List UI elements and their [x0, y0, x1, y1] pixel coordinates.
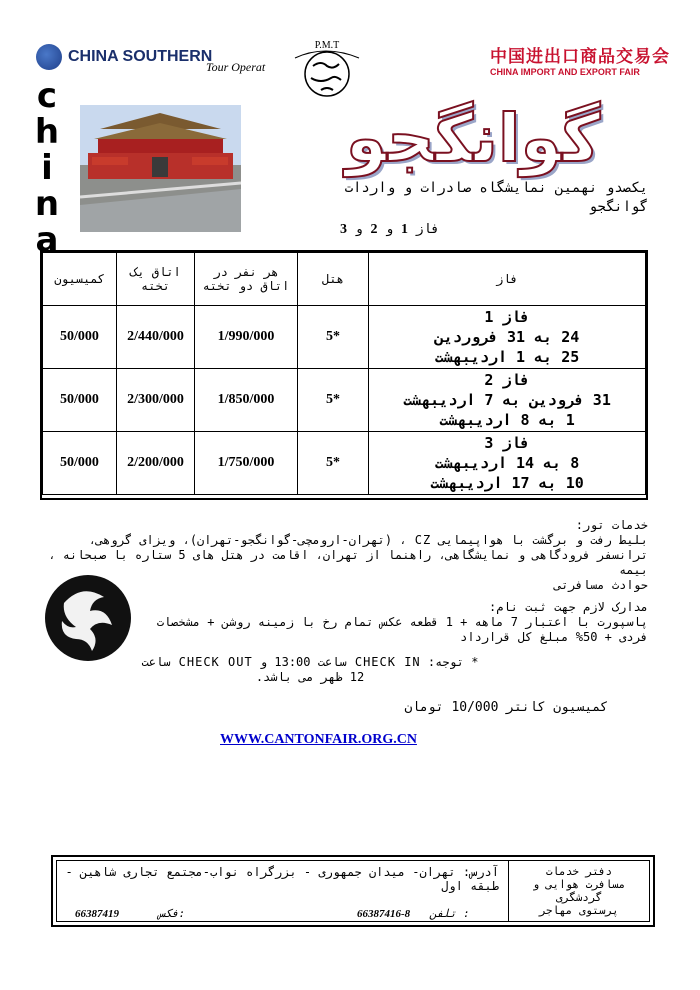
- table-row: [43, 306, 646, 369]
- letter-i: i: [41, 148, 53, 188]
- header-hotel: هتل: [298, 253, 369, 306]
- header-commission: کمیسیون: [43, 253, 117, 306]
- office-phone: 66387416-8 تلفن :: [357, 907, 470, 920]
- letter-a: a: [35, 220, 59, 260]
- letter-n: n: [34, 184, 60, 224]
- vertical-china-text: [30, 78, 64, 258]
- price-table: [40, 250, 648, 500]
- phase-dates-cell: فاز 3 8 به 14 اردیبهشت 10 به 17 اردیبهشت: [369, 432, 646, 495]
- fair-subtitle: یکصدو نهمین نمایشگاه صادرات و واردات: [344, 180, 648, 196]
- dragon-emblem-icon: [44, 573, 132, 663]
- footer-box: [51, 855, 655, 927]
- tour-operator-text: Tour Operat: [206, 60, 266, 74]
- office-fax: 66387419 فکس:: [75, 907, 186, 920]
- commission-cell: 50/000: [43, 306, 117, 369]
- documents-heading: مدارک لازم جهت ثبت نام:: [489, 600, 648, 614]
- single-price-cell: 2/300/000: [117, 369, 195, 432]
- hotel-stars-cell: 5*: [298, 306, 369, 369]
- header-phase: فاز: [369, 253, 646, 306]
- airline-name: CHINA SOUTHERN: [68, 48, 213, 65]
- pmt-globe-logo: [287, 38, 367, 100]
- fair-website-link[interactable]: WWW.CANTONFAIR.ORG.CN: [220, 732, 417, 747]
- double-price-cell: 1/990/000: [195, 306, 298, 369]
- services-line: بلیط رفت و برگشت با هواپیمایی CZ ، (تهران-ارومچی-گوانگجو-تهران)، ویزای گروهی،: [88, 533, 648, 547]
- table-row: [43, 432, 646, 495]
- services-block: [48, 518, 648, 593]
- china-southern-logo: [36, 44, 212, 70]
- documents-line: فردی + 50% مبلغ کل قرارداد: [460, 630, 648, 644]
- double-price-cell: 1/750/000: [195, 432, 298, 495]
- phases-line: فاز 1 و 2 و 3: [340, 222, 440, 237]
- commission-cell: 50/000: [43, 432, 117, 495]
- counter-commission: کمیسیون کانتر 10/000 تومان: [404, 700, 608, 715]
- double-price-cell: 1/850/000: [195, 369, 298, 432]
- table-header-row: [43, 253, 646, 306]
- tiananmen-photo: [80, 105, 241, 232]
- checkin-note: * توجه: CHECK IN ساعت 13:00 و CHECK OUT ساعت 12 ظهر می باشد.: [141, 655, 479, 684]
- phase-dates-cell: فاز 2 31 فرودین به 7 اردیبهشت 1 به 8 اردیبهشت: [369, 369, 646, 432]
- fair-subtitle-city: گوانگجو: [588, 199, 648, 215]
- header-double-room: هر نفر در اتاق دو تخته: [195, 253, 298, 306]
- services-heading: خدمات تور:: [575, 518, 648, 532]
- table-row: [43, 369, 646, 432]
- letter-c: c: [36, 76, 58, 116]
- documents-line: پاسپورت با اعتبار 7 ماهه + 1 قطعه عکس تمام رخ با زمینه روشن + مشخصات: [156, 615, 648, 629]
- office-name: دفتر خدمات مسافرت هوایی و گردشگری پرستوی مهاجر: [508, 861, 649, 921]
- services-line: ترانسفر فرودگاهی و نمایشگاهی، راهنما از تهران، اقامت در هتل های 5 ستاره با صبحانه ، بیمه: [48, 548, 648, 577]
- header-single-room: اتاق یک تخته: [117, 253, 195, 306]
- single-price-cell: 2/440/000: [117, 306, 195, 369]
- office-address: آدرس: تهران- میدان جمهوری - بزرگراه نواب-مجتمع تجاری شاهین - طبقه اول: [65, 865, 499, 893]
- airline-emblem-icon: [36, 44, 62, 70]
- documents-block: [148, 600, 648, 645]
- fair-chinese-name: 中国进出口商品交易会: [490, 47, 670, 67]
- single-price-cell: 2/200/000: [117, 432, 195, 495]
- hotel-stars-cell: 5*: [298, 432, 369, 495]
- pmt-label: P.M.T: [314, 40, 340, 51]
- phase-dates-cell: فاز 1 24 به 31 فروردین 25 به 1 اردیبهشت: [369, 306, 646, 369]
- city-title: گوانگجو: [345, 100, 601, 177]
- hotel-stars-cell: 5*: [298, 369, 369, 432]
- commission-cell: 50/000: [43, 369, 117, 432]
- letter-h: h: [34, 112, 60, 152]
- services-line: حوادث مسافرتی: [554, 578, 648, 592]
- canton-fair-logo: [490, 42, 670, 77]
- fair-english-name: CHINA IMPORT AND EXPORT FAIR: [490, 67, 640, 77]
